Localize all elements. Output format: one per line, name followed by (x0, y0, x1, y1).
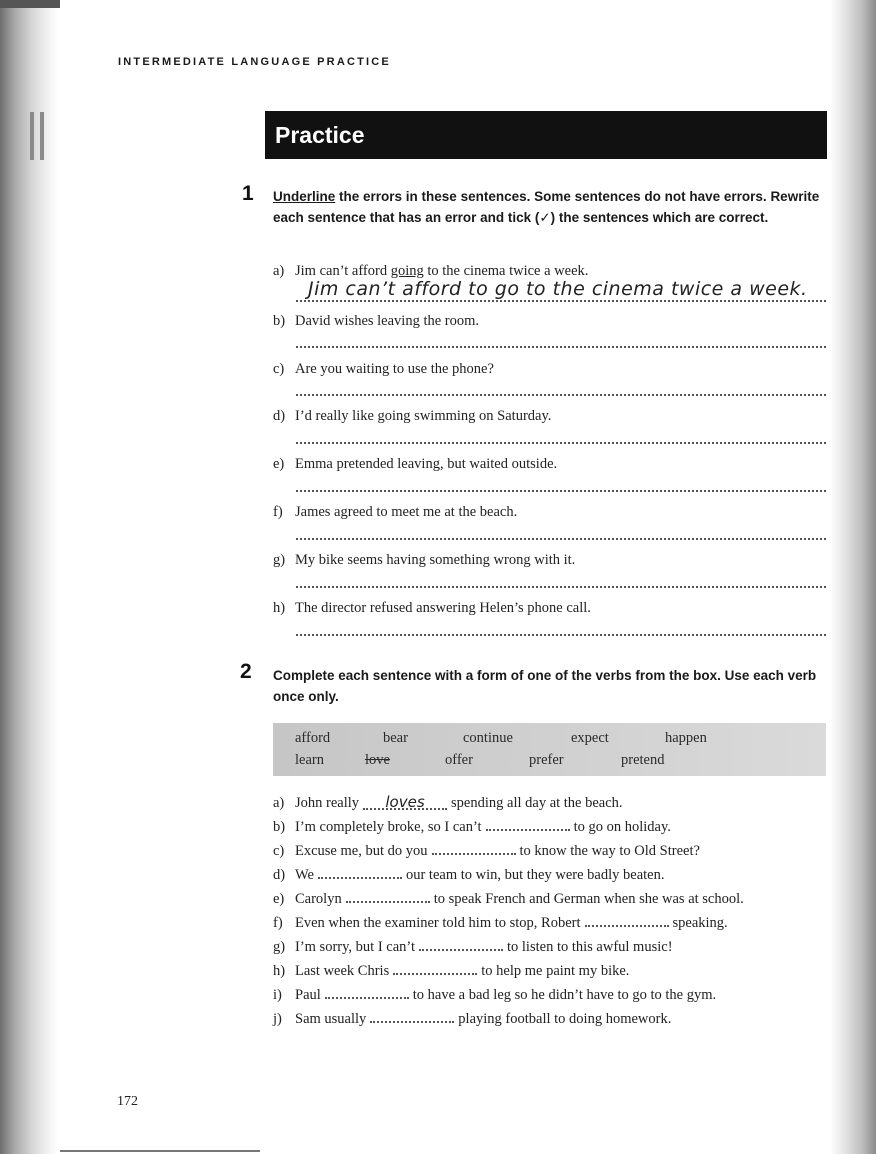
item-label: c) (273, 361, 285, 377)
item-text: We (295, 867, 314, 883)
item-label: i) (273, 987, 282, 1003)
item-text: our team to win, but they were badly beaten. (405, 867, 665, 883)
answer-line[interactable] (296, 442, 826, 444)
item-text: Sam usually (295, 1011, 367, 1027)
ex2-item-e (273, 891, 833, 908)
answer-line[interactable] (296, 394, 826, 396)
item-label: e) (273, 891, 285, 907)
item-text: I’m completely broke, so I can’t (295, 819, 482, 835)
scan-mark (60, 1150, 260, 1152)
answer-line[interactable] (296, 346, 826, 348)
item-text: to speak French and German when she was at school. (433, 891, 744, 907)
ex2-item-f (273, 915, 833, 932)
verb-expect: expect (571, 730, 609, 746)
item-text: Carolyn (295, 891, 342, 907)
verb-continue: continue (463, 730, 513, 746)
item-label: a) (273, 795, 285, 811)
exercise-1-number: 1 (242, 182, 254, 205)
item-label: e) (273, 456, 285, 472)
exercise-2-instruction: Complete each sentence with a form of one of the verbs from the box. Use each verb once only. (273, 668, 817, 704)
blank-gap[interactable] (432, 843, 516, 855)
item-text: playing football to doing homework. (458, 1011, 672, 1027)
item-text: to go on holiday. (573, 819, 671, 835)
ex2-item-b (273, 819, 833, 836)
item-label: j) (273, 1011, 282, 1027)
verb-offer: offer (445, 752, 473, 768)
scan-mark (0, 0, 60, 8)
item-text: Jim can’t afford (295, 263, 391, 279)
handwritten-answer: Jim can’t afford to go to the cinema twice a week. (308, 278, 808, 300)
filled-gap[interactable]: loves (363, 796, 447, 810)
underlined-error: going (390, 263, 424, 279)
item-text: The director refused answering Helen’s phone call. (295, 600, 591, 616)
ex1-item-c (273, 361, 833, 378)
ex1-item-b (273, 313, 833, 330)
instruction-text: the errors in these sentences. Some sentences do not have errors. Rewrite each sentence that has an error and tick (✓) the sentences which are correct. (273, 189, 820, 225)
ex1-item-h (273, 600, 833, 617)
page-number: 172 (117, 1094, 138, 1109)
item-text: speaking. (672, 915, 728, 931)
item-text: to help me paint my bike. (481, 963, 630, 979)
item-text: My bike seems having something wrong with it. (295, 552, 576, 568)
blank-gap[interactable] (325, 987, 409, 999)
section-title: Practice (265, 111, 827, 159)
blank-gap[interactable] (370, 1011, 454, 1023)
instruction-underlined-word: Underline (273, 189, 336, 204)
item-text: Even when the examiner told him to stop, Robert (295, 915, 581, 931)
item-text: Last week Chris (295, 963, 390, 979)
ex1-item-g (273, 552, 833, 569)
item-label: g) (273, 552, 286, 568)
verb-pretend: pretend (621, 752, 665, 768)
scan-shadow-left (0, 0, 58, 1154)
item-text: James agreed to meet me at the beach. (295, 504, 518, 520)
item-label: c) (273, 843, 285, 859)
ex2-item-h (273, 963, 833, 980)
verb-learn: learn (295, 752, 324, 768)
ex1-item-f (273, 504, 833, 521)
item-label: h) (273, 600, 286, 616)
blank-gap[interactable] (419, 939, 503, 951)
answer-line[interactable] (296, 586, 826, 588)
item-text: I’m sorry, but I can’t (295, 939, 415, 955)
verb-bear: bear (383, 730, 408, 746)
answer-line[interactable] (296, 300, 826, 302)
item-text: to the cinema twice a week. (423, 263, 589, 279)
exercise-1-instruction (273, 186, 823, 228)
exercise-2-number: 2 (240, 660, 252, 683)
item-text: Paul (295, 987, 321, 1003)
item-text: John really (295, 795, 360, 811)
blank-gap[interactable] (393, 963, 477, 975)
item-text: I’d really like going swimming on Saturday. (295, 408, 552, 424)
item-label: b) (273, 313, 286, 329)
scan-stripe (30, 112, 34, 160)
ex2-item-a (273, 795, 833, 812)
item-label: f) (273, 915, 283, 931)
item-label: d) (273, 408, 286, 424)
item-text: Excuse me, but do you (295, 843, 428, 859)
item-label: b) (273, 819, 286, 835)
item-text: to listen to this awful music! (507, 939, 673, 955)
item-label: f) (273, 504, 283, 520)
scan-shadow-right (830, 0, 876, 1154)
answer-line[interactable] (296, 538, 826, 540)
item-label: g) (273, 939, 286, 955)
item-text: spending all day at the beach. (451, 795, 623, 811)
ex2-item-j (273, 1011, 833, 1028)
item-label: a) (273, 263, 285, 279)
answer-line[interactable] (296, 634, 826, 636)
item-text: to know the way to Old Street? (519, 843, 700, 859)
blank-gap[interactable] (486, 819, 570, 831)
verb-happen: happen (665, 730, 707, 746)
blank-gap[interactable] (585, 915, 669, 927)
ex2-item-d (273, 867, 833, 884)
blank-gap[interactable] (318, 867, 402, 879)
ex1-item-d (273, 408, 833, 425)
running-head: INTERMEDIATE LANGUAGE PRACTICE (118, 56, 391, 68)
ex1-item-e (273, 456, 833, 473)
verb-afford: afford (295, 730, 331, 746)
verb-love-crossed: love (365, 752, 390, 768)
verb-prefer: prefer (529, 752, 564, 768)
scan-stripe (40, 112, 44, 160)
item-text: to have a bad leg so he didn’t have to go to the gym. (412, 987, 717, 1003)
item-label: d) (273, 867, 286, 883)
blank-gap[interactable] (346, 891, 430, 903)
ex2-item-g (273, 939, 833, 956)
item-text: David wishes leaving the room. (295, 313, 480, 329)
item-text: Are you waiting to use the phone? (295, 361, 494, 377)
ex2-item-c (273, 843, 833, 860)
item-label: h) (273, 963, 286, 979)
item-text: Emma pretended leaving, but waited outside. (295, 456, 558, 472)
answer-line[interactable] (296, 490, 826, 492)
verb-box (273, 723, 826, 776)
ex2-item-i (273, 987, 833, 1004)
